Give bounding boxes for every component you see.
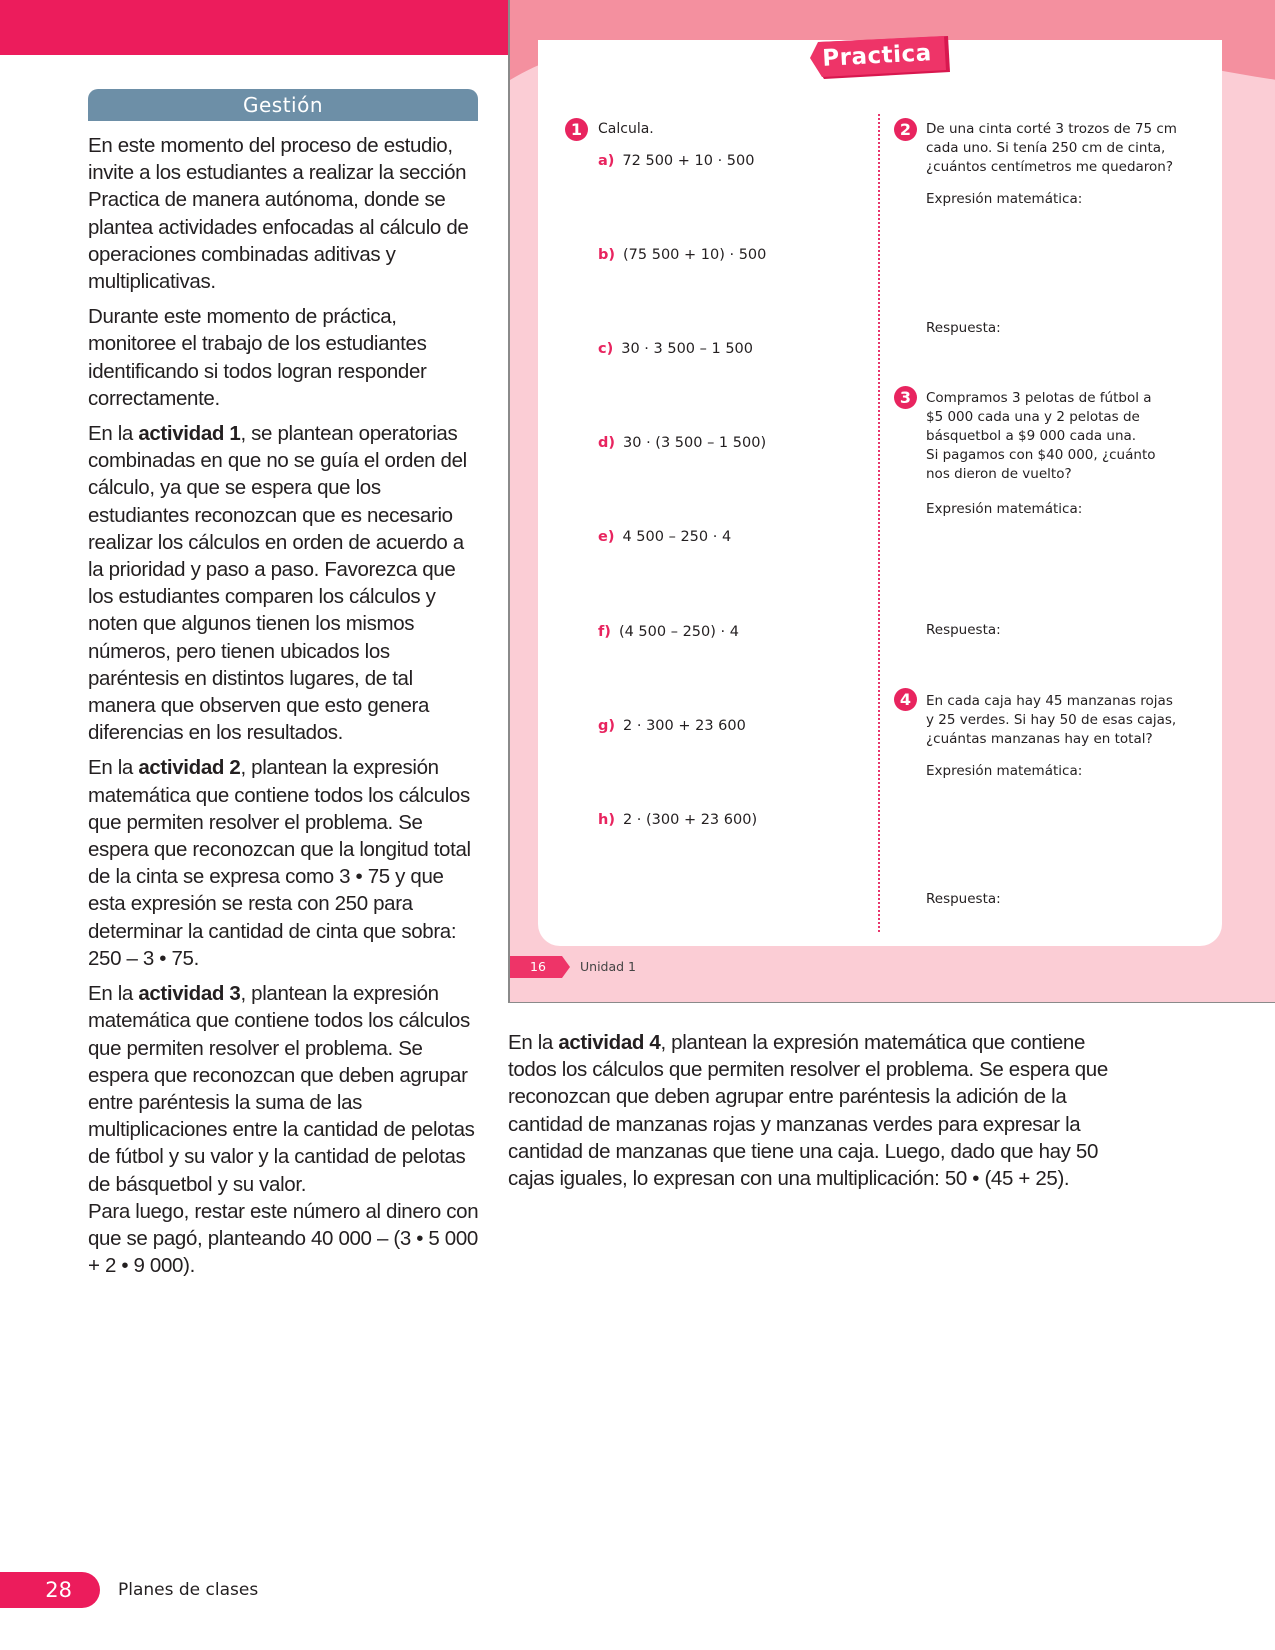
activity-3-answer-label: Respuesta: — [926, 622, 1001, 638]
paragraph-intro: En este momento del proceso de estudio, invite a los estudiantes a realizar la sección Practica de manera autónoma, donde se plantea actividades enfocadas al cálculo de operaciones combinadas aditivas y multiplicativas. — [88, 134, 469, 294]
calc-item-label: b) — [598, 247, 616, 263]
top-color-band — [0, 0, 508, 55]
calc-item-expression: (4 500 – 250) · 4 — [618, 624, 739, 640]
calc-item — [598, 247, 766, 263]
calc-item — [598, 529, 731, 545]
activity-3-number-badge: 3 — [894, 386, 917, 409]
practica-section-tag: Practica — [802, 34, 952, 82]
embedded-student-page — [508, 0, 1275, 1003]
calc-item-expression: (75 500 + 10) · 500 — [623, 247, 767, 263]
activity-4-number-badge: 4 — [894, 688, 917, 711]
gestion-section-header: Gestión — [88, 89, 478, 121]
paragraph-activity-3: En la actividad 3, plantean la expresión matemática que contiene todos los cálculos que permiten resolver el problema. Se espera que reconozcan que deben agrupar entre paréntesis la suma de las multiplicaciones entre la cantidad de pelotas de fútbol y su valor y la cantidad de pelotas de básquetbol y su valor. Para luego, restar este número al dinero con que se pagó, planteando 40 000 – (3 • 5 000 + 2 • 9 000). — [88, 982, 479, 1278]
activity-2-answer-label: Respuesta: — [926, 320, 1001, 336]
calc-item-label: d) — [598, 435, 616, 451]
activity-4-question: En cada caja hay 45 manzanas rojas y 25 verdes. Si hay 50 de esas cajas, ¿cuántas manzanas hay en total? — [926, 693, 1177, 747]
calc-item — [598, 153, 754, 169]
calc-item-label: h) — [598, 812, 615, 828]
page-number-badge: 28 — [0, 1572, 100, 1608]
calc-item-expression: 4 500 – 250 · 4 — [622, 529, 732, 545]
left-column-text — [88, 132, 480, 1279]
paragraph-activity-1: En la actividad 1, se plantean operatorias combinadas en que no se guía el orden del cálculo, ya que se espera que los estudiantes reconozcan que es necesario realizar los cálculos en orden de acuerdo a la prioridad y paso a paso. Favorezca que los estudiantes comparen los cálculos y noten que algunos tienen los mismos números, pero tienen ubicados los paréntesis en distintos lugares, de tal manera que observen que esto genera diferencias en los resultados. — [88, 422, 467, 745]
calc-item — [598, 812, 757, 828]
calc-item-label: c) — [598, 341, 614, 357]
activity-2-question: De una cinta corté 3 trozos de 75 cm cada uno. Si tenía 250 cm de cinta, ¿cuántos centímetros me quedaron? — [926, 121, 1177, 175]
activity-1-instruction: Calcula. — [598, 121, 654, 137]
calc-item-label: a) — [598, 153, 615, 169]
embedded-unit-label: Unidad 1 — [580, 959, 636, 974]
calc-item-expression: 30 · (3 500 – 1 500) — [623, 435, 767, 451]
calc-item-expression: 72 500 + 10 · 500 — [622, 153, 755, 169]
page-footer-label: Planes de clases — [118, 1580, 259, 1600]
calc-item-label: e) — [598, 529, 615, 545]
activity-2-expression-label: Expresión matemática: — [926, 191, 1083, 207]
calc-item-expression: 2 · (300 + 23 600) — [622, 812, 758, 828]
activity-4-expression-label: Expresión matemática: — [926, 763, 1083, 779]
calc-item — [598, 624, 739, 640]
calc-item — [598, 718, 746, 734]
calc-item-label: g) — [598, 718, 616, 734]
column-divider — [878, 114, 880, 932]
paragraph-activity-2: En la actividad 2, plantean la expresión matemática que contiene todos los cálculos que permiten resolver el problema. Se espera que reconozcan que la longitud total de la cinta se expresa como 3 • 75 y que esta expresión se resta con 250 para determinar la cantidad de cinta que sobra: 250 – 3 • 75. — [88, 756, 471, 970]
calc-item-expression: 2 · 300 + 23 600 — [623, 718, 746, 734]
activity-2-number-badge: 2 — [894, 118, 917, 141]
paragraph-activity-4: En la actividad 4, plantean la expresión matemática que contiene todos los cálculos que permiten resolver el problema. Se espera que reconozcan que deben agrupar entre paréntesis la adición de la cantidad de manzanas rojas y manzanas verdes para expresar la cantidad de manzanas que tiene una caja. Luego, dado que hay 50 cajas iguales, lo expresan con una multiplicación: 50 • (45 + 25). — [508, 1031, 1108, 1191]
activity-4-answer-label: Respuesta: — [926, 891, 1001, 907]
calc-item — [598, 341, 753, 357]
calc-item — [598, 435, 766, 451]
calc-item-expression: 30 · 3 500 – 1 500 — [621, 341, 754, 357]
embedded-page-number-tab: 16 — [510, 956, 572, 978]
paragraph-practice: Durante este momento de práctica, monitoree el trabajo de los estudiantes identificando si todos logran responder correctamente. — [88, 305, 427, 410]
activity-3-question: Compramos 3 pelotas de fútbol a $5 000 cada una y 2 pelotas de básquetbol a $9 000 cada una. Si pagamos con $40 000, ¿cuánto nos dieron de vuelto? — [926, 390, 1156, 482]
calc-item-label: f) — [598, 624, 611, 640]
activity-1-number-badge: 1 — [565, 118, 588, 141]
activity-3-expression-label: Expresión matemática: — [926, 501, 1083, 517]
